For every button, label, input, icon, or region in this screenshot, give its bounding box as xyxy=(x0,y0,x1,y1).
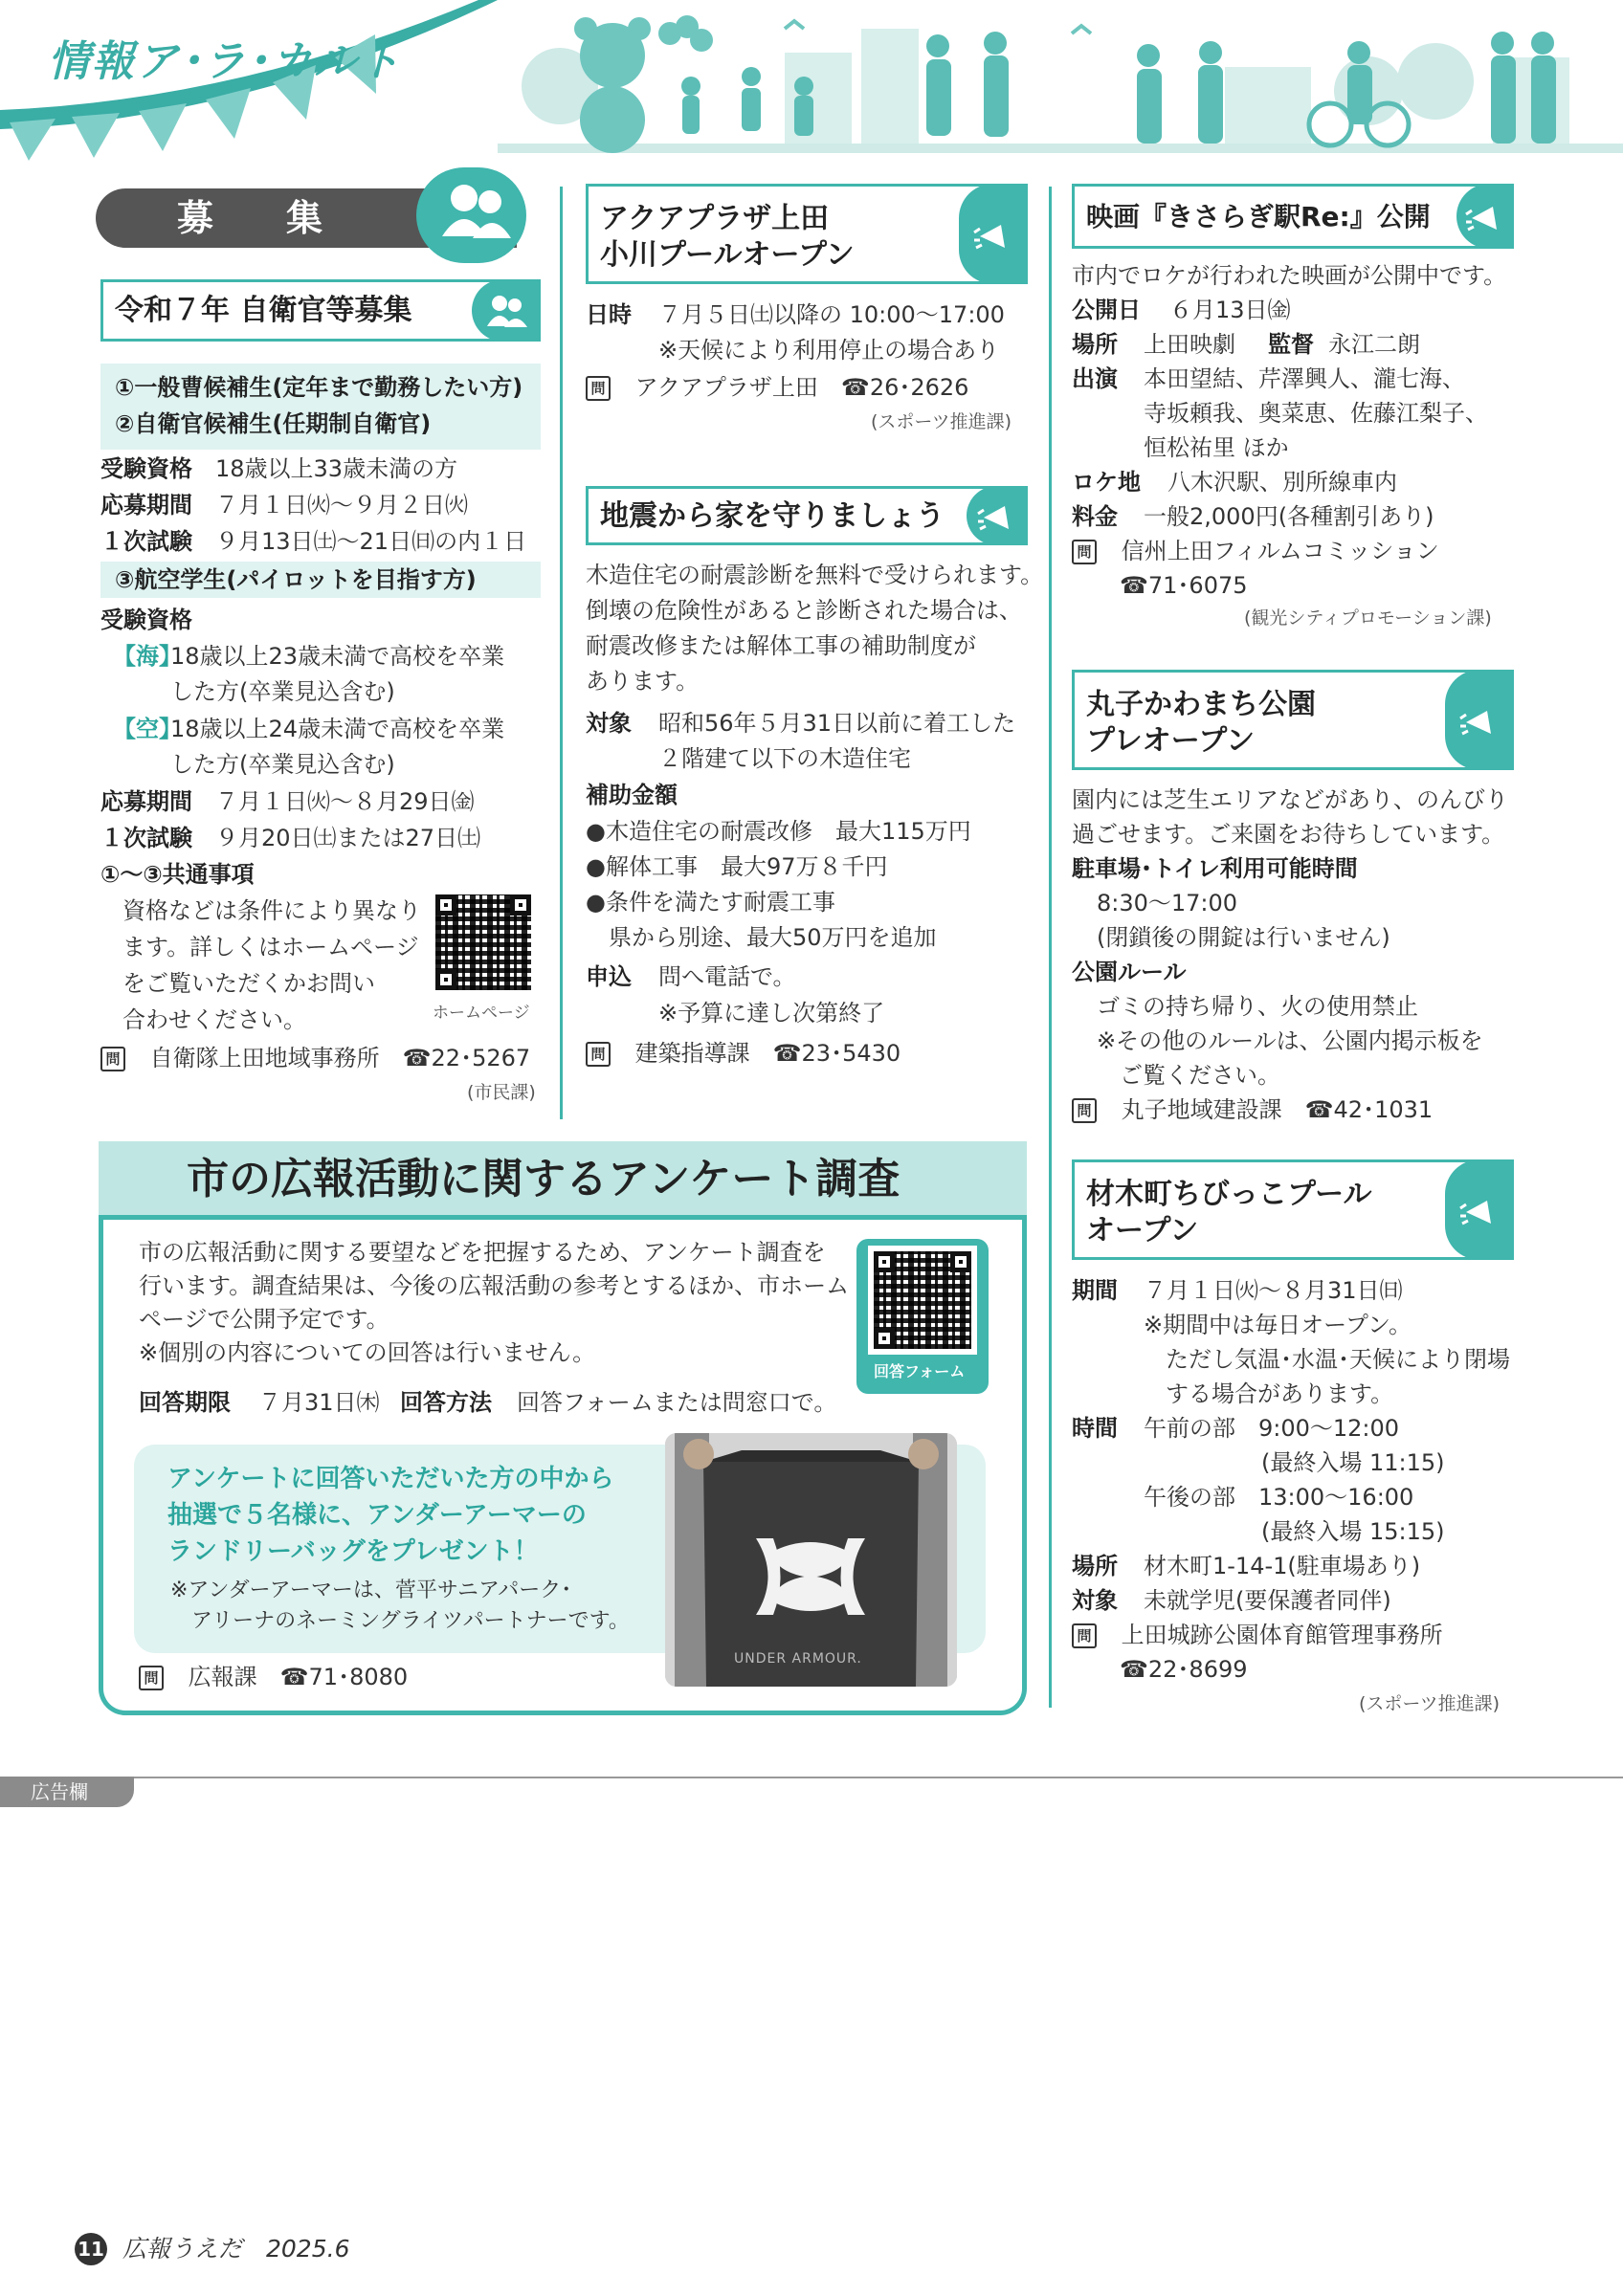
cast-label: 出演 xyxy=(1072,365,1118,392)
quake-para-1: 木造住宅の耐震診断を無料で受けられます。 xyxy=(586,562,1044,588)
air-line-2: した方(卒業見込含む) xyxy=(170,751,395,778)
r1-value: 18歳以上33歳未満の方 xyxy=(215,455,458,482)
park-heading xyxy=(1072,670,1514,770)
quake-para-2: 倒壊の危険性があると診断された場合は、 xyxy=(586,597,1022,624)
movie-contact-row xyxy=(1072,536,1439,566)
movie-tel: ☎71･6075 xyxy=(1120,572,1248,599)
park-rule-1: ゴミの持ち帰り、火の使用禁止 xyxy=(1097,993,1418,1020)
survey-para-3: ページで公開予定です。 xyxy=(139,1306,389,1333)
movie-heading-icon-bg xyxy=(1456,184,1514,249)
page-number: 11 xyxy=(78,2238,104,2261)
r4-label: 受験資格 xyxy=(100,607,192,633)
time-am-note: (最終入場 11:15) xyxy=(1261,1449,1445,1476)
inquiry-icon: 問 xyxy=(100,1047,125,1071)
pool-heading-line-1: 材木町ちびっこプール xyxy=(1086,1178,1372,1211)
pool-tel: ☎22･8699 xyxy=(1120,1656,1248,1683)
aqua-heading-line-1: アクアプラザ上田 xyxy=(600,202,830,235)
item-1: ①一般曹候補生(定年まで勤務したい方) xyxy=(115,374,523,401)
time-am: 午前の部 9:00～12:00 xyxy=(1144,1415,1400,1442)
header-title: 情報ア･ラ･カルト xyxy=(48,37,402,86)
period-value: ７月１日㈫～８月31日㈰ xyxy=(1144,1277,1403,1304)
inquiry-icon: 問 xyxy=(139,1666,164,1690)
survey-qr-code[interactable] xyxy=(874,1251,971,1349)
r5-value: ７月１日㈫～８月29日㈮ xyxy=(215,788,475,815)
movie-dept: (観光シティプロモーション課) xyxy=(1244,607,1492,629)
gift-line-3: ランドリーバッグをプレゼント！ xyxy=(167,1537,539,1566)
jieikan-heading-icon-bg xyxy=(472,279,541,342)
homepage-qr-code[interactable] xyxy=(435,894,531,990)
time-label: 時間 xyxy=(1072,1415,1118,1442)
survey-method: 回答フォームまたは問窓口で。 xyxy=(517,1389,837,1416)
homepage-qr-label: ホームページ xyxy=(433,1004,530,1023)
park-rule-2: ※その他のルールは、公園内掲示板を xyxy=(1097,1027,1483,1054)
ad-divider xyxy=(0,1777,1623,1778)
director-value: 永江二朗 xyxy=(1328,331,1420,358)
apply-label: 申込 xyxy=(586,963,632,990)
item-2: ②自衛官候補生(任期制自衛官) xyxy=(115,410,432,437)
survey-contact: 広報課 ☎71･8080 xyxy=(188,1664,409,1690)
quake-para-3: 耐震改修または解体工事の補助制度が xyxy=(586,632,976,659)
jieikan-contact-row xyxy=(100,1043,530,1073)
time-pm: 午後の部 13:00～16:00 xyxy=(1144,1484,1414,1511)
subsidy-label: 補助金額 xyxy=(586,782,678,808)
release-label: 公開日 xyxy=(1072,297,1141,323)
subsidy-1: ●木造住宅の耐震改修 最大115万円 xyxy=(586,818,971,845)
loc-label: ロケ地 xyxy=(1072,469,1141,496)
inquiry-icon: 問 xyxy=(1072,1098,1097,1123)
place-label: 場所 xyxy=(1072,1553,1118,1579)
park-hours: 8:30～17:00 xyxy=(1097,890,1238,916)
column-divider-1 xyxy=(560,187,563,1119)
megaphone-icon xyxy=(1464,197,1506,235)
target-label: 対象 xyxy=(586,710,632,737)
park-para-1: 園内には芝生エリアなどがあり、のんびり xyxy=(1072,786,1508,813)
park-hours-note: (閉鎖後の開錠は行いません) xyxy=(1097,924,1390,951)
inquiry-icon: 問 xyxy=(1072,1623,1097,1648)
movie-heading-text: 映画『きさらぎ駅Re:』公開 xyxy=(1086,201,1431,232)
park-contact: 丸子地域建設課 ☎42･1031 xyxy=(1121,1096,1434,1123)
period-note-1: ※期間中は毎日オープン。 xyxy=(1144,1312,1412,1338)
apply-note: ※予算に達し次第終了 xyxy=(658,1000,885,1027)
quake-contact-row xyxy=(586,1038,900,1069)
sea-line-1: 18歳以上23歳未満で高校を卒業 xyxy=(170,643,505,670)
air-tag: 【空】 xyxy=(113,716,182,742)
survey-title: 市の広報活動に関するアンケート調査 xyxy=(187,1155,900,1203)
park-para-2: 過ごせます。ご来園をお待ちしています。 xyxy=(1072,821,1505,848)
r6-label: １次試験 xyxy=(100,825,192,851)
pool-heading-line-2: オープン xyxy=(1086,1214,1199,1247)
movie-intro: 市内でロケが行われた映画が公開中です。 xyxy=(1072,262,1507,289)
cast-line-1: 本田望結、芹澤興人、瀧七海、 xyxy=(1144,365,1465,392)
jieikan-heading-text: 令和７年 自衛官等募集 xyxy=(115,294,412,327)
park-rule-3: ご覧ください。 xyxy=(1120,1062,1280,1089)
fee-value: 一般2,000円(各種割引あり) xyxy=(1144,503,1434,530)
pool-contact: 上田城跡公園体育館管理事務所 xyxy=(1121,1622,1443,1648)
megaphone-icon xyxy=(972,215,1014,254)
gift-note-2: アリーナのネーミングライツパートナーです。 xyxy=(191,1609,630,1633)
common-title: ①～③共通事項 xyxy=(100,861,255,888)
people-icon xyxy=(485,292,527,330)
air-line-1: 18歳以上24歳未満で高校を卒業 xyxy=(170,716,505,742)
period-note-2: ただし気温･水温･天候により閉場 xyxy=(1166,1346,1510,1373)
r6-value: ９月20日㈯または27日㈯ xyxy=(215,825,481,851)
period-note-3: する場合があります。 xyxy=(1166,1380,1394,1407)
aqua-contact: アクアプラザ上田 ☎26･2626 xyxy=(634,374,969,401)
park-heading-line-1: 丸子かわまち公園 xyxy=(1086,688,1316,721)
r3-value: ９月13日㈯～21日㈰の内１日 xyxy=(215,528,527,555)
quake-heading-icon-bg xyxy=(967,486,1028,545)
fee-label: 料金 xyxy=(1072,503,1118,530)
sea-tag: 【海】 xyxy=(113,643,182,670)
jieikan-heading xyxy=(100,279,541,342)
aqua-heading xyxy=(586,184,1028,284)
park-heading-icon-bg xyxy=(1445,670,1514,770)
sea-line-2: した方(卒業見込含む) xyxy=(170,678,395,705)
survey-deadline-label: 回答期限 xyxy=(139,1389,231,1416)
aqua-date-label: 日時 xyxy=(586,301,632,328)
jieikan-contact: 自衛隊上田地域事務所 ☎22･5267 xyxy=(149,1045,531,1071)
page-header xyxy=(0,0,1623,163)
inquiry-icon: 問 xyxy=(586,1042,611,1067)
venue-label: 場所 xyxy=(1072,331,1118,358)
common-line-1: 資格などは条件により異なり xyxy=(122,897,421,924)
inquiry-icon: 問 xyxy=(586,376,611,401)
movie-contact: 信州上田フィルムコミッション xyxy=(1121,538,1439,564)
survey-method-label: 回答方法 xyxy=(400,1389,492,1416)
pool-heading xyxy=(1072,1159,1514,1260)
survey-qr-label: 回答フォーム xyxy=(874,1362,966,1380)
aqua-heading-line-2: 小川プールオープン xyxy=(600,238,855,272)
target-line-1: 昭和56年５月31日以前に着工した xyxy=(658,710,1016,737)
release-value: ６月13日㈮ xyxy=(1169,297,1291,323)
park-hours-label: 駐車場･トイレ利用可能時間 xyxy=(1072,855,1358,882)
pool-dept: (スポーツ推進課) xyxy=(1359,1693,1501,1714)
cast-line-3: 恒松祐里 ほか xyxy=(1144,434,1289,461)
r2-value: ７月１日㈫～９月２日㈫ xyxy=(215,492,468,519)
r1-label: 受験資格 xyxy=(100,455,192,482)
park-heading-line-2: プレオープン xyxy=(1086,724,1256,758)
cast-line-2: 寺坂頼我、奥菜恵、佐藤江梨子、 xyxy=(1144,400,1488,427)
aqua-dept: (スポーツ推進課) xyxy=(871,411,1012,432)
inquiry-icon: 問 xyxy=(1072,540,1097,564)
place-value: 材木町1-14-1(駐車場あり) xyxy=(1144,1553,1421,1579)
gift-line-1: アンケートに回答いただいた方の中から xyxy=(167,1465,614,1493)
survey-para-4: ※個別の内容についての回答は行いません。 xyxy=(139,1339,596,1366)
survey-deadline: ７月31日㈭ xyxy=(258,1389,380,1416)
target-line-2: ２階建て以下の木造住宅 xyxy=(658,745,911,772)
jieikan-dept: (市民課) xyxy=(467,1082,536,1103)
quake-para-4: あります。 xyxy=(586,668,700,695)
r5-label: 応募期間 xyxy=(100,788,192,815)
gift-line-2: 抽選で５名様に、アンダーアーマーの xyxy=(167,1501,587,1530)
common-line-2: ます。詳しくはホームページ xyxy=(122,934,419,960)
bag-brand-text: UNDER ARMOUR. xyxy=(734,1651,862,1667)
period-label: 期間 xyxy=(1072,1277,1118,1304)
survey-para-1: 市の広報活動に関する要望などを把握するため、アンケート調査を xyxy=(139,1239,826,1266)
ad-label: 広告欄 xyxy=(31,1780,88,1803)
laundry-bag-photo xyxy=(665,1433,957,1687)
publication-name: 広報うえだ 2025.6 xyxy=(122,2235,350,2263)
common-line-4: 合わせください。 xyxy=(122,1006,306,1033)
column-divider-2 xyxy=(1049,187,1052,1708)
loc-value: 八木沢駅、別所線車内 xyxy=(1167,469,1397,496)
aqua-contact-row xyxy=(586,372,968,403)
aqua-heading-icon-bg xyxy=(959,184,1028,284)
survey-para-2: 行います。調査結果は、今後の広報活動の参考とするほか、市ホーム xyxy=(139,1272,850,1299)
item-3: ③航空学生(パイロットを目指す方) xyxy=(115,566,477,593)
r2-label: 応募期間 xyxy=(100,492,192,519)
megaphone-icon xyxy=(976,497,1018,535)
venue-value: 上田映劇 xyxy=(1144,331,1235,358)
quake-heading-text: 地震から家を守りましょう xyxy=(600,499,945,533)
director-label: 監督 xyxy=(1268,331,1314,358)
park-contact-row xyxy=(1072,1094,1433,1125)
survey-contact-row xyxy=(139,1662,408,1692)
who-value: 未就学児(要保護者同伴) xyxy=(1144,1587,1391,1614)
movie-heading xyxy=(1072,184,1514,249)
megaphone-icon xyxy=(1458,701,1501,740)
pool-heading-icon-bg xyxy=(1445,1159,1514,1260)
gift-note-1: ※アンダーアーマーは、菅平サニアパーク･ xyxy=(170,1578,572,1602)
aqua-date: ７月５日㈯以降の 10:00～17:00 xyxy=(658,301,1005,328)
time-pm-note: (最終入場 15:15) xyxy=(1261,1518,1445,1545)
subsidy-3: ●条件を満たす耐震工事 xyxy=(586,889,835,916)
laundry-bag-image xyxy=(665,1433,957,1687)
park-rule-label: 公園ルール xyxy=(1072,959,1187,985)
subsidy-2: ●解体工事 最大97万８千円 xyxy=(586,853,888,880)
megaphone-icon xyxy=(1458,1191,1501,1229)
r3-label: １次試験 xyxy=(100,528,192,555)
aqua-note: ※天候により利用停止の場合あり xyxy=(658,337,1000,364)
quake-heading xyxy=(586,486,1028,545)
people-icon xyxy=(433,177,519,254)
who-label: 対象 xyxy=(1072,1587,1118,1614)
quake-contact: 建築指導課 ☎23･5430 xyxy=(634,1040,901,1067)
common-line-3: をご覧いただくかお問い xyxy=(122,970,375,997)
apply-value: 問へ電話で。 xyxy=(658,963,796,990)
boshu-title: 募 集 xyxy=(177,197,323,239)
subsidy-3b: 県から別途、最大50万円を追加 xyxy=(609,924,937,951)
pool-contact-row xyxy=(1072,1620,1443,1650)
